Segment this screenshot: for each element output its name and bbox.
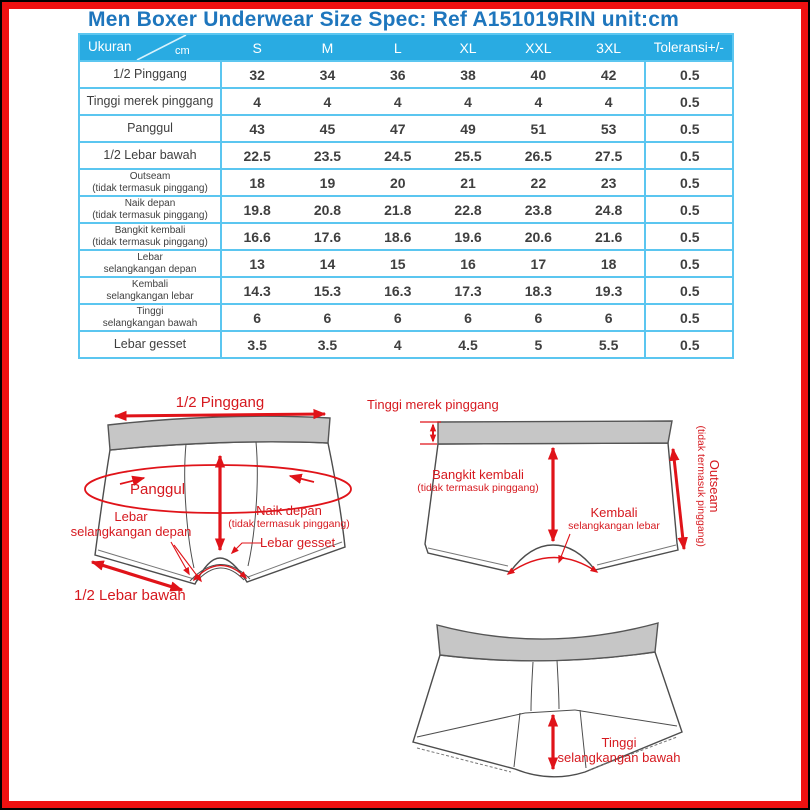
back-view-diagram — [420, 421, 684, 574]
size-value-cell: 6 — [323, 309, 332, 326]
label-hip: Panggul — [130, 481, 186, 498]
size-value-cell: 20 — [389, 174, 406, 191]
tolerance-value-cell: 0.5 — [644, 62, 734, 87]
label-half-waist: 1/2 Pinggang — [175, 394, 265, 411]
corner-label: Ukuran — [88, 39, 132, 54]
size-value-cell: 5.5 — [598, 336, 619, 353]
row-label-line: Tinggi merek pinggang — [86, 93, 214, 108]
row-label-cell — [80, 332, 222, 357]
label-outseam: Outseam (tidak termasuk pinggang) — [695, 425, 723, 547]
row-label-line: (tidak termasuk pinggang) — [92, 182, 208, 194]
size-value-cell: 6 — [534, 309, 543, 326]
size-value-cell: 4 — [464, 93, 472, 110]
size-value-cell: 20.8 — [313, 201, 342, 218]
front-view-diagram — [85, 414, 351, 590]
size-header-cell: M — [321, 39, 334, 56]
size-value-cell: 4 — [323, 93, 332, 110]
table-row — [80, 222, 732, 249]
tolerance-value-cell: 0.5 — [644, 332, 734, 357]
label-bottom-crotch-height: Tinggi selangkangan bawah — [557, 735, 681, 765]
row-label-line: Tinggi — [136, 306, 164, 318]
size-value-cell: 34 — [319, 66, 336, 83]
size-value-cell: 14 — [319, 255, 336, 272]
row-label-cell — [80, 170, 222, 195]
tolerance-value-cell: 0.5 — [644, 170, 734, 195]
label-gusset: Lebar gesset — [260, 535, 336, 550]
row-label-cell — [80, 197, 222, 222]
size-value-cell: 38 — [460, 66, 476, 83]
half-waist-arrow — [115, 414, 325, 416]
row-label-line: Panggul — [127, 120, 173, 135]
size-value-cell: 4 — [393, 93, 402, 110]
table-row — [80, 276, 732, 303]
row-label-cell — [80, 143, 222, 168]
size-value-cell: 16 — [460, 255, 476, 272]
row-label-cell — [80, 224, 222, 249]
size-header-cell: XXL — [525, 39, 552, 56]
size-value-cell: 17.3 — [454, 282, 482, 299]
size-value-cell: 19.6 — [454, 228, 482, 245]
tolerance-value-cell: 0.5 — [644, 251, 734, 276]
page-title: Men Boxer Underwear Size Spec: Ref A151019RIN unit:cm — [88, 8, 680, 31]
label-back-crotch-width: Kembali selangkangan lebar — [568, 505, 660, 532]
size-value-cell: 17 — [530, 255, 547, 272]
tolerance-value-cell: 0.5 — [644, 197, 734, 222]
row-label-cell — [80, 62, 222, 87]
size-value-cell: 22.5 — [243, 147, 271, 164]
size-value-cell: 4 — [253, 93, 262, 110]
label-front-crotch-width: Lebar selangkangan depan — [70, 509, 192, 539]
table-row — [80, 249, 732, 276]
label-back-rise: Bangkit kembali (tidak termasuk pinggang) — [417, 467, 539, 494]
size-value-cell: 45 — [319, 120, 336, 137]
table-row — [80, 141, 732, 168]
label-front-rise: Naik depan (tidak termasuk pinggang) — [228, 503, 350, 530]
size-value-cell: 27.5 — [595, 147, 623, 164]
size-value-cell: 18.3 — [524, 282, 552, 299]
size-value-cell: 18 — [249, 174, 265, 191]
row-label-cell — [80, 251, 222, 276]
size-value-cell: 43 — [249, 120, 265, 137]
size-table-body — [80, 60, 732, 357]
row-label-line: Bangkit kembali — [114, 225, 186, 237]
row-label-line: Kembali — [131, 279, 169, 291]
size-value-cell: 6 — [604, 309, 613, 326]
size-value-cell: 42 — [600, 66, 617, 83]
row-label-line: selangkangan bawah — [102, 317, 198, 329]
size-value-cell: 4 — [393, 336, 402, 353]
size-header-cell: XL — [459, 39, 477, 56]
size-value-cell: 23.5 — [313, 147, 342, 164]
tolerance-value-cell: 0.5 — [644, 278, 734, 303]
size-value-cell: 22 — [530, 174, 547, 191]
size-spec-table — [78, 33, 734, 359]
size-value-cell: 4 — [534, 93, 543, 110]
table-row — [80, 330, 732, 357]
corner-unit-label: cm — [175, 45, 190, 57]
back-waistband — [438, 421, 672, 444]
size-value-cell: 4.5 — [458, 336, 478, 353]
tolerance-header: Toleransi+/- — [653, 40, 724, 55]
row-label-line: (tidak termasuk pinggang) — [92, 236, 208, 248]
size-value-cell: 20.6 — [524, 228, 552, 245]
size-value-cell: 13 — [249, 255, 265, 272]
table-row — [80, 87, 732, 114]
size-value-cell: 16.6 — [243, 228, 271, 245]
size-value-cell: 49 — [460, 120, 476, 137]
size-value-cell: 6 — [253, 309, 262, 326]
row-label-cell — [80, 89, 222, 114]
size-value-cell: 5 — [534, 336, 543, 353]
size-value-cell: 19.8 — [243, 201, 271, 218]
table-row — [80, 168, 732, 195]
tolerance-value-cell: 0.5 — [644, 143, 734, 168]
row-label-cell — [80, 305, 222, 330]
size-value-cell: 18.6 — [384, 228, 412, 245]
size-value-cell: 40 — [530, 66, 547, 83]
row-label-line: Outseam — [129, 171, 171, 183]
size-value-cell: 3.5 — [317, 336, 338, 353]
size-value-cell: 21 — [460, 174, 476, 191]
row-label-line: selangkangan depan — [103, 263, 197, 275]
size-value-cell: 21.8 — [384, 201, 412, 218]
size-value-cell: 15.3 — [313, 282, 342, 299]
size-value-cell: 19.3 — [595, 282, 623, 299]
size-value-cell: 21.6 — [595, 228, 623, 245]
size-value-cell: 23 — [600, 174, 617, 191]
row-label-line: Lebar gesset — [113, 336, 187, 351]
row-label-line: Naik depan — [124, 198, 176, 210]
size-header-cell: 3XL — [596, 39, 622, 56]
size-value-cell: 23.8 — [524, 201, 552, 218]
row-label-line: (tidak termasuk pinggang) — [92, 209, 208, 221]
size-value-cell: 24.8 — [595, 201, 623, 218]
size-value-cell: 25.5 — [454, 147, 482, 164]
table-header-row — [80, 35, 732, 60]
table-row — [80, 114, 732, 141]
bottom-waistband — [437, 623, 658, 661]
size-value-cell: 32 — [249, 66, 265, 83]
size-value-cell: 24.5 — [384, 147, 412, 164]
size-value-cell: 51 — [530, 120, 547, 137]
size-value-cell: 15 — [389, 255, 406, 272]
row-label-line: 1/2 Pinggang — [113, 66, 187, 81]
tolerance-value-cell: 0.5 — [644, 224, 734, 249]
size-value-cell: 47 — [389, 120, 406, 137]
size-value-cell: 17.6 — [313, 228, 342, 245]
size-value-cell: 53 — [600, 120, 617, 137]
table-row — [80, 195, 732, 222]
size-value-cell: 26.5 — [524, 147, 552, 164]
row-label-line: selangkangan lebar — [106, 290, 194, 302]
row-label-cell — [80, 116, 222, 141]
size-header-cell: S — [252, 39, 262, 56]
size-value-cell: 22.8 — [454, 201, 482, 218]
size-value-cell: 16.3 — [384, 282, 412, 299]
size-header-cell: L — [393, 39, 402, 56]
row-label-line: Lebar — [137, 252, 163, 264]
table-row — [80, 60, 732, 87]
label-half-bottom: 1/2 Lebar bawah — [74, 587, 186, 604]
table-row — [80, 303, 732, 330]
row-label-line: 1/2 Lebar bawah — [103, 147, 197, 162]
size-value-cell: 14.3 — [243, 282, 271, 299]
tolerance-value-cell: 0.5 — [644, 116, 734, 141]
size-value-cell: 18 — [600, 255, 617, 272]
size-value-cell: 6 — [393, 309, 402, 326]
row-label-cell — [80, 278, 222, 303]
tolerance-value-cell: 0.5 — [644, 305, 734, 330]
size-value-cell: 4 — [604, 93, 613, 110]
label-band-height: Tinggi merek pinggang — [367, 397, 499, 412]
size-value-cell: 3.5 — [247, 336, 267, 353]
size-value-cell: 19 — [319, 174, 336, 191]
table-corner-cell — [80, 35, 222, 60]
size-value-cell: 6 — [464, 309, 472, 326]
tolerance-value-cell: 0.5 — [644, 89, 734, 114]
size-value-cell: 36 — [389, 66, 406, 83]
